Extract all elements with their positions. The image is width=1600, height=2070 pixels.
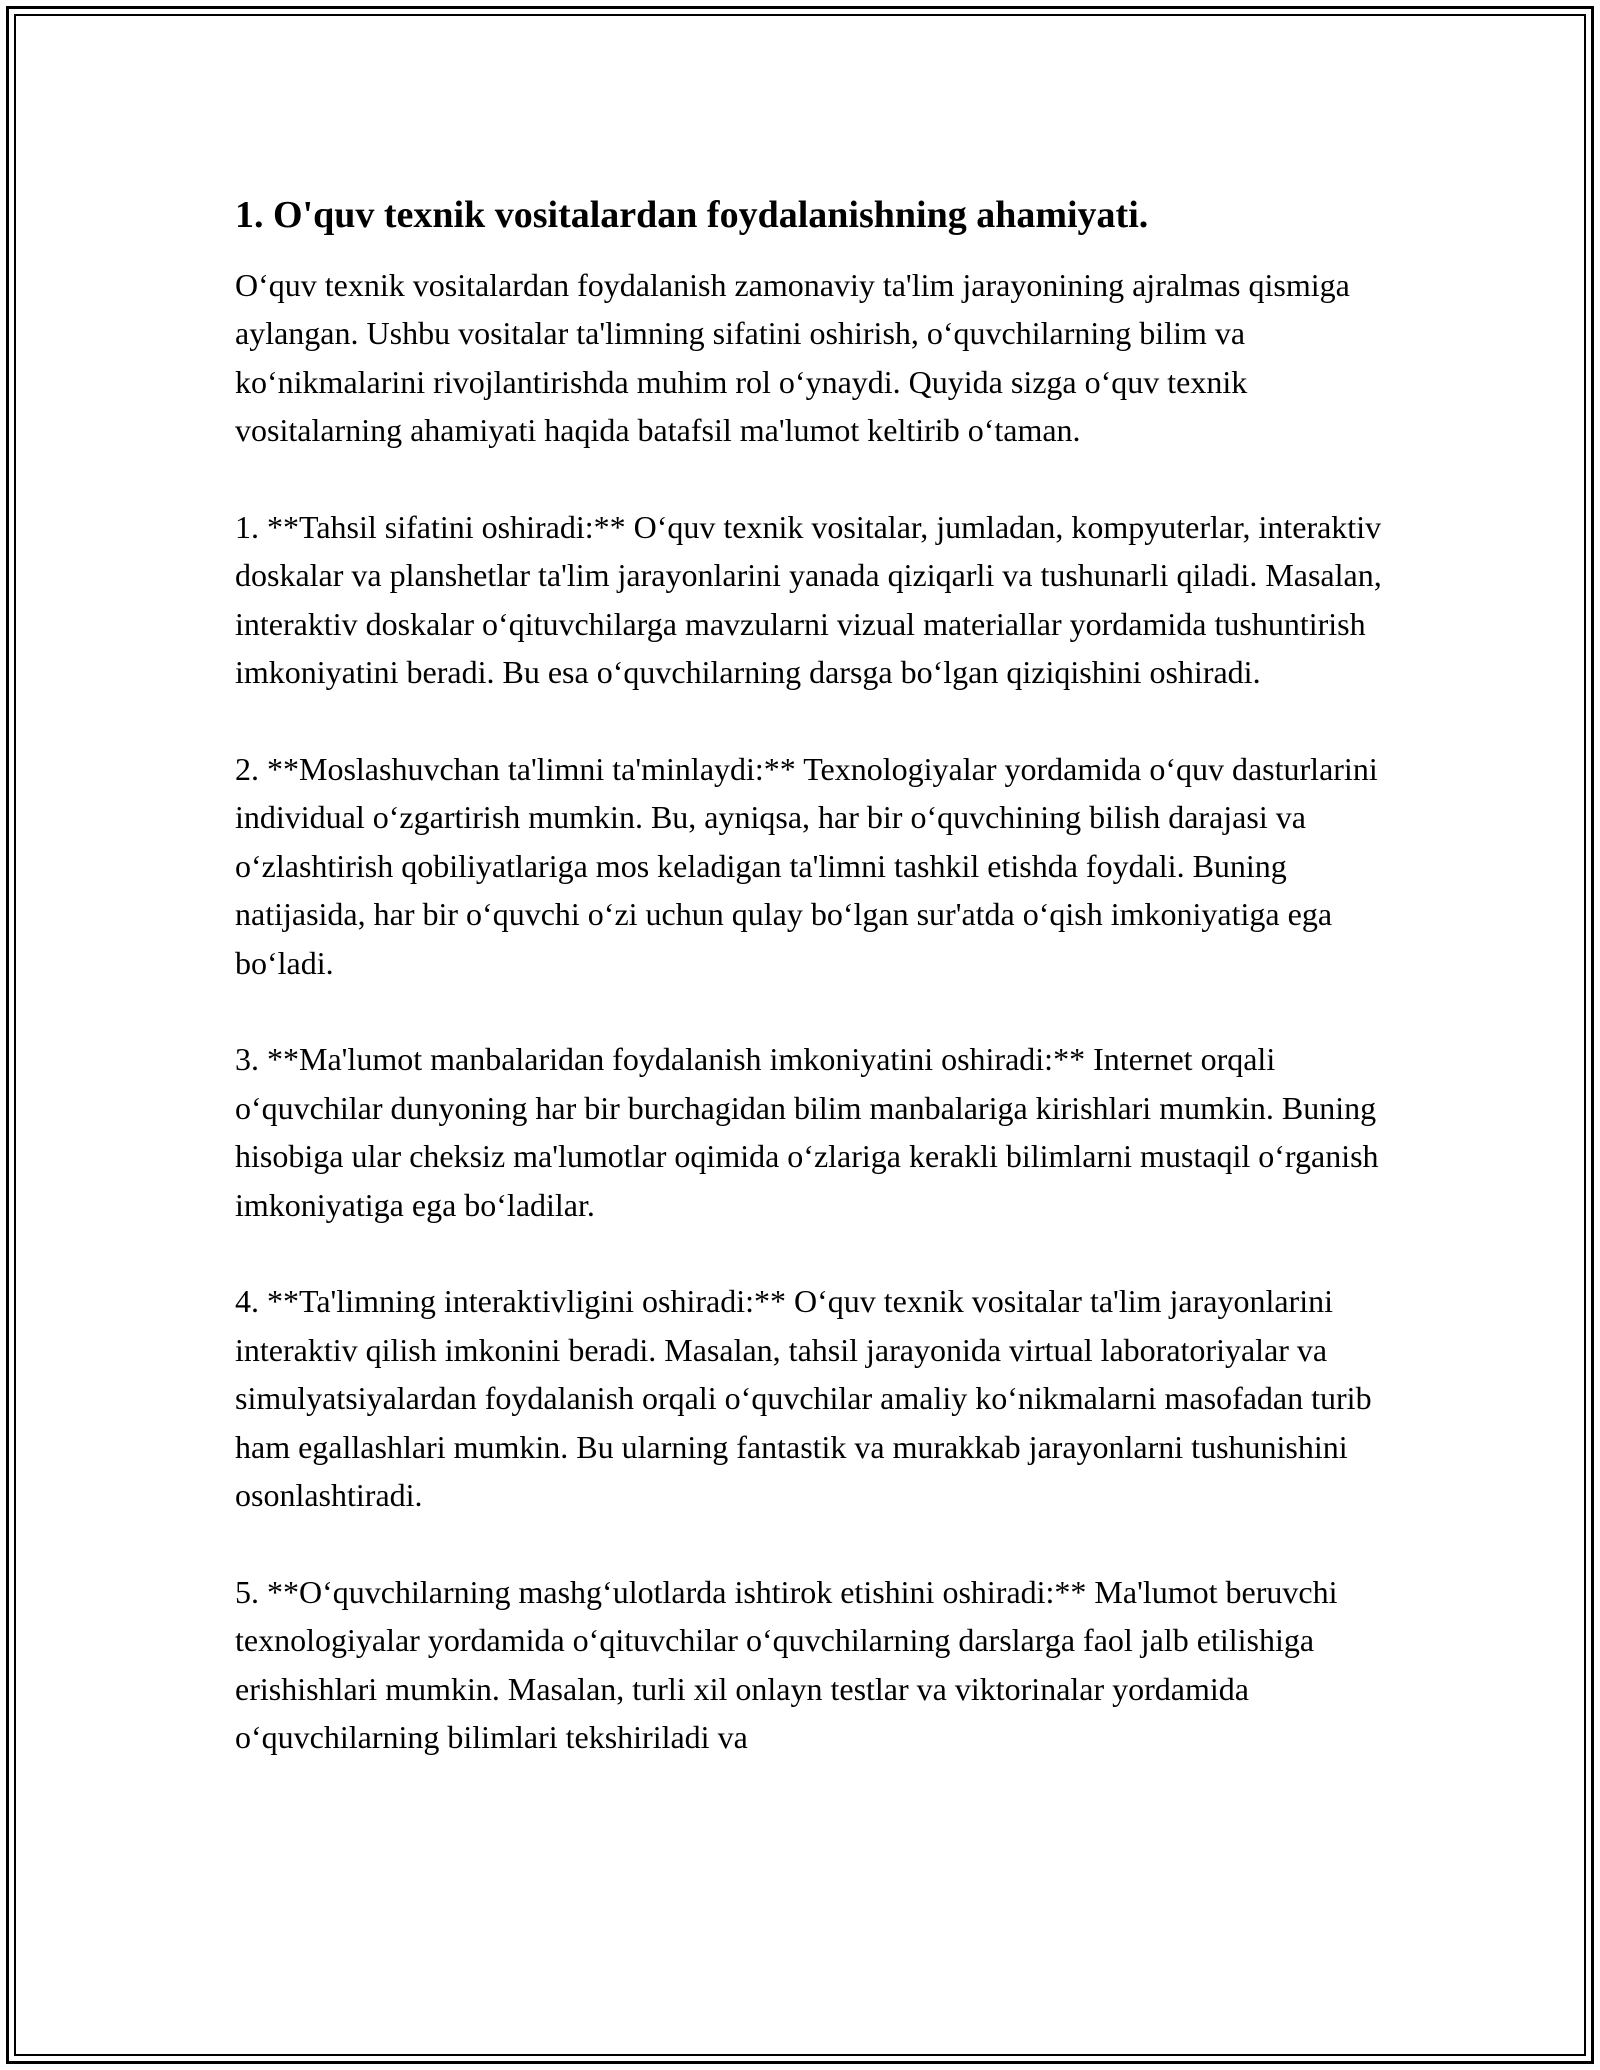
list-item-4: 4. **Ta'limning interaktivligini oshiradi:** O‘quv texnik vositalar ta'lim jarayonlarini interaktiv qilish imkonini beradi. Masalan, tahsil jarayonida virtual laboratoriyalar va simulyatsiyalardan foydalanish orqali o‘quvchilar amaliy ko‘nikmalarni masofadan turib ham egallashlari mumkin. Bu ularning fantastik va murakkab jarayonlarni tushunishini osonlashtiradi. [235,1283,1372,1514]
list-item-3: 3. **Ma'lumot manbalaridan foydalanish imkoniyatini oshiradi:** Internet orqali o‘quvchilar dunyoning har bir burchagidan bilim manbalariga kirishlari mumkin. Buning hisobiga ular cheksiz ma'lumotlar oqimida o‘zlariga kerakli bilimlarni mustaqil o‘rganish imkoniyatiga ega bo‘ladilar. [235,1041,1379,1223]
list-item-5: 5. **O‘quvchilarning mashg‘ulotlarda ishtirok etishini oshiradi:** Ma'lumot beruvchi texnologiyalar yordamida o‘qituvchilar o‘quvchilarning darslarga faol jalb etilishiga erishishlari mumkin. Masalan, turli xil onlayn testlar va viktorinalar yordamida o‘quvchilarning bilimlari tekshiriladi va [235,1573,1338,1756]
section-heading: 1. O'quv texnik vositalardan foydalanishning ahamiyati. [235,194,1149,236]
intro-paragraph: O‘quv texnik vositalardan foydalanish zamonaviy ta'lim jarayonining ajralmas qismiga aylangan. Ushbu vositalar ta'limning sifatini oshirish, o‘quvchilarning bilim va ko‘nikmalarini rivojlantirishda muhim rol o‘ynaydi. Quyida sizga o‘quv texnik vositalarning ahamiyati haqida batafsil ma'lumot keltirib o‘taman. [235,267,1350,449]
document-body [235,188,1415,1762]
list-item-2: 2. **Moslashuvchan ta'limni ta'minlaydi:** Texnologiyalar yordamida o‘quv dasturlarini individual o‘zgartirish mumkin. Bu, ayniqsa, har bir o‘quvchining bilish darajasi va o‘zlashtirish qobiliyatlariga mos keladigan ta'limni tashkil etishda foydali. Buning natijasida, har bir o‘quvchi o‘zi uchun qulay bo‘lgan sur'atda o‘qish imkoniyatiga ega bo‘ladi. [235,751,1378,981]
list-item-1: 1. **Tahsil sifatini oshiradi:** O‘quv texnik vositalar, jumladan, kompyuterlar, interaktiv doskalar va planshetlar ta'lim jarayonlarini yanada qiziqarli va tushunarli qiladi. Masalan, interaktiv doskalar o‘qituvchilarga mavzularni vizual materiallar yordamida tushuntirish imkoniyatini beradi. Bu esa o‘quvchilarning darsga bo‘lgan qiziqishini oshiradi. [235,509,1382,691]
